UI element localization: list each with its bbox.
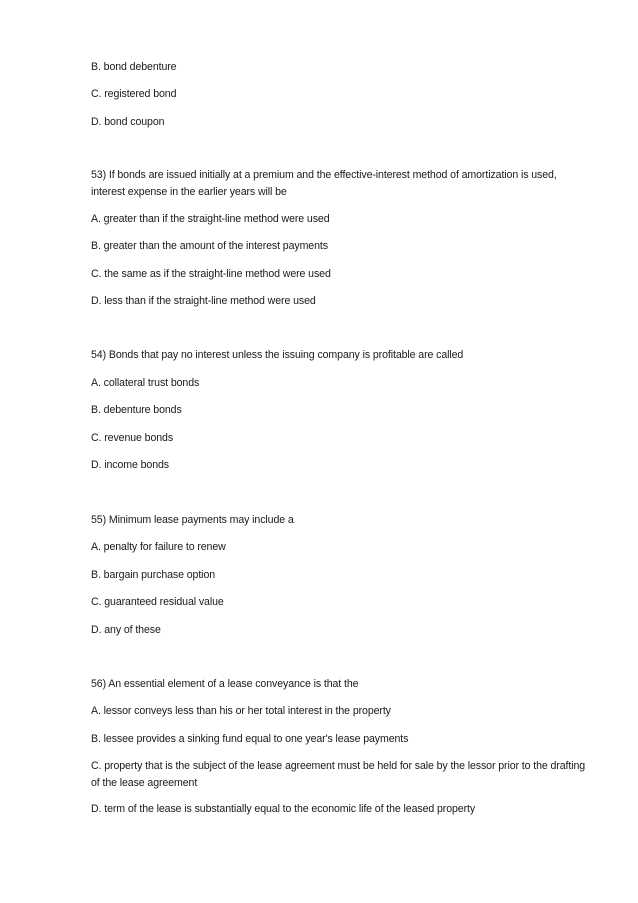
question-54-option-d: D. income bonds (91, 459, 169, 471)
question-53-option-a: A. greater than if the straight-line method were used (91, 213, 330, 225)
question-55-option-b: B. bargain purchase option (91, 569, 216, 581)
question-56-option-c: C. property that is the subject of the lease agreement must be held for sale by the lessor prior to the drafting of the lease agreement (91, 760, 586, 789)
question-53-text: 53) If bonds are issued initially at a premium and the effective-interest method of amortization is used, interest expense in the earlier years will be (91, 169, 557, 198)
question-55-option-c: C. guaranteed residual value (91, 596, 224, 608)
question-56-text: 56) An essential element of a lease conveyance is that the (91, 678, 359, 690)
question-54-option-c: C. revenue bonds (91, 432, 174, 444)
question-53-option-b: B. greater than the amount of the interest payments (91, 240, 328, 252)
question-55-option-d: D. any of these (91, 624, 161, 636)
question-56-option-a: A. lessor conveys less than his or her total interest in the property (91, 705, 391, 717)
question-53-option-d: D. less than if the straight-line method were used (91, 295, 316, 307)
question-53-option-c: C. the same as if the straight-line method were used (91, 268, 331, 280)
prev-option-d: D. bond coupon (91, 116, 165, 128)
question-56-option-d: D. term of the lease is substantially equal to the economic life of the leased property (91, 803, 476, 815)
question-55-text: 55) Minimum lease payments may include a (91, 514, 294, 526)
prev-option-b: B. bond debenture (91, 61, 177, 73)
question-54-text: 54) Bonds that pay no interest unless the issuing company is profitable are called (91, 349, 464, 361)
question-54-option-a: A. collateral trust bonds (91, 377, 200, 389)
prev-option-c: C. registered bond (91, 88, 177, 100)
question-56-option-b: B. lessee provides a sinking fund equal to one year's lease payments (91, 733, 409, 745)
question-54-option-b: B. debenture bonds (91, 404, 182, 416)
question-55-option-a: A. penalty for failure to renew (91, 541, 226, 553)
